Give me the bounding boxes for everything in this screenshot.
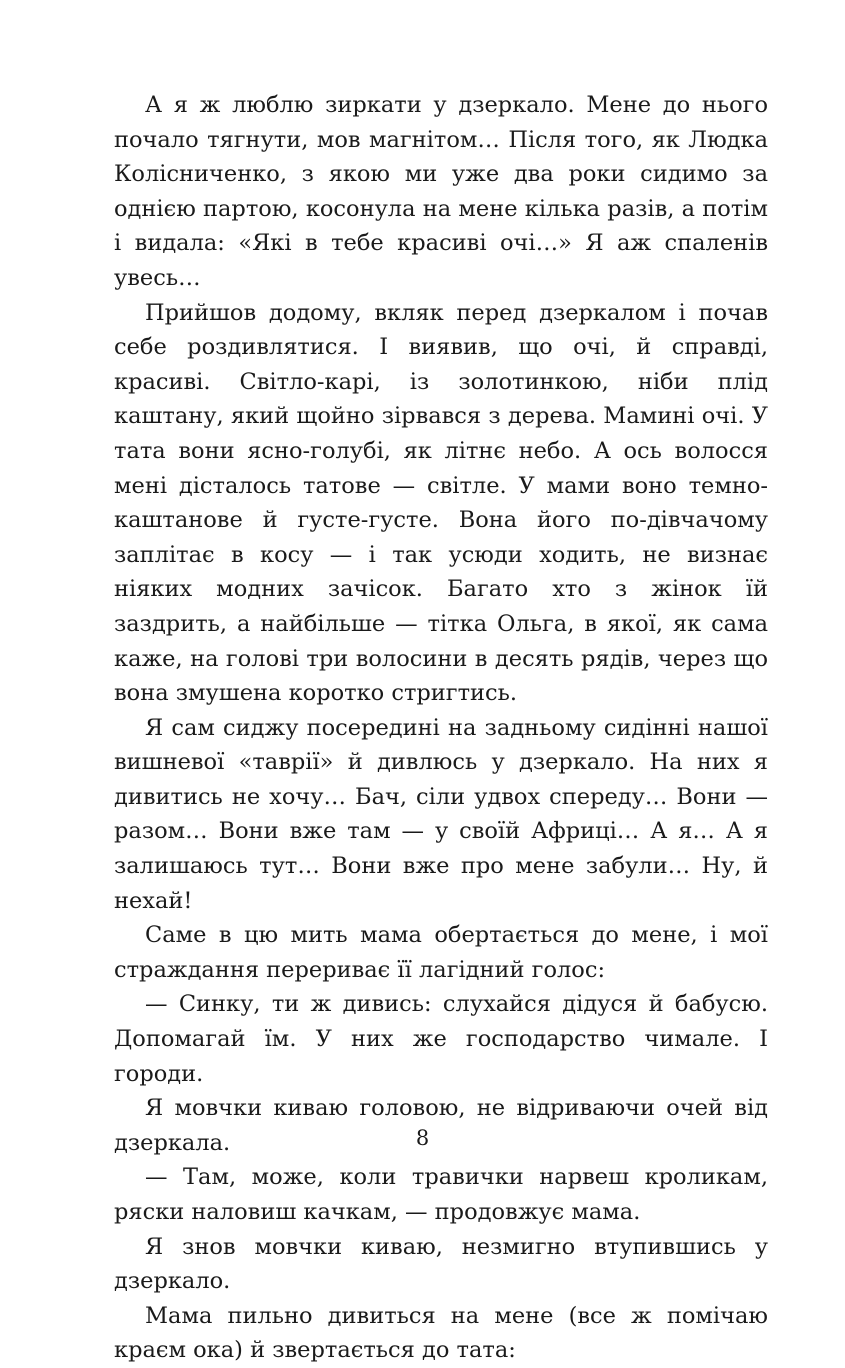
paragraph-2: Прийшов додому, вкляк перед дзеркалом і почав себе роздивлятися. І виявив, що очі, й справді, красиві. Світло-карі, із золотинкою, ніби плід каштану, який щойно зірвався з дерева. Мамині очі. У тата вони ясно-голубі, як літнє небо. А ось волосся мені дісталось татове — світле. У мами воно темно-каштанове й густе-густе. Вона його по-дівчачому заплітає в косу — і так усюди ходить, не визнає ніяких модних зачісок. Багато хто з жінок їй заздрить, а найбільше — тітка Ольга, в якої, як сама каже, на голові три волосини в десять рядів, через що вона змушена коротко стригтись. — [114, 299, 768, 707]
paragraph-6: Я мовчки киваю головою, не відриваючи очей від дзеркала. — [114, 1095, 768, 1156]
paragraph-8: Я знов мовчки киваю, незмигно втупившись у дзеркало. — [114, 1233, 768, 1295]
paragraph-7: — Там, може, коли травички нарвеш кроликам, ряски наловиш качкам, — продовжує мама. — [114, 1164, 768, 1225]
paragraph-5: — Синку, ти ж дивись: слухайся дідуся й бабусю. Допомагай їм. У них же господарство чимале. І городи. — [114, 991, 768, 1087]
paragraph-1: А я ж люблю зиркати у дзеркало. Мене до нього почало тягнути, мов магнітом… Після того, як Людка Колісниченко, з якою ми уже два роки сидимо за однією партою, косонула на мене кілька разів, а потім і видала: «Які в тебе красиві очі…» Я аж спаленів увесь… — [114, 92, 768, 291]
paragraph-3: Я сам сиджу посередині на задньому сидінні нашої вишневої «таврії» й дивлюсь у дзеркало. На них я дивитись не хочу… Бач, сіли удвох спереду… Вони — разом… Вони вже там — у своїй Африці… А я… А я залишаюсь тут… Вони вже про мене забули… Ну, й нехай! — [114, 714, 768, 914]
page-number: 8 — [415, 1126, 430, 1150]
paragraph-4: Саме в цю мить мама обертається до мене, і мої страждання перериває її лагідний голос: — [114, 922, 768, 983]
paragraph-9: Мама пильно дивиться на мене (все ж помічаю краєм ока) й звертається до тата: — [114, 1302, 768, 1364]
body-text — [114, 88, 768, 1368]
